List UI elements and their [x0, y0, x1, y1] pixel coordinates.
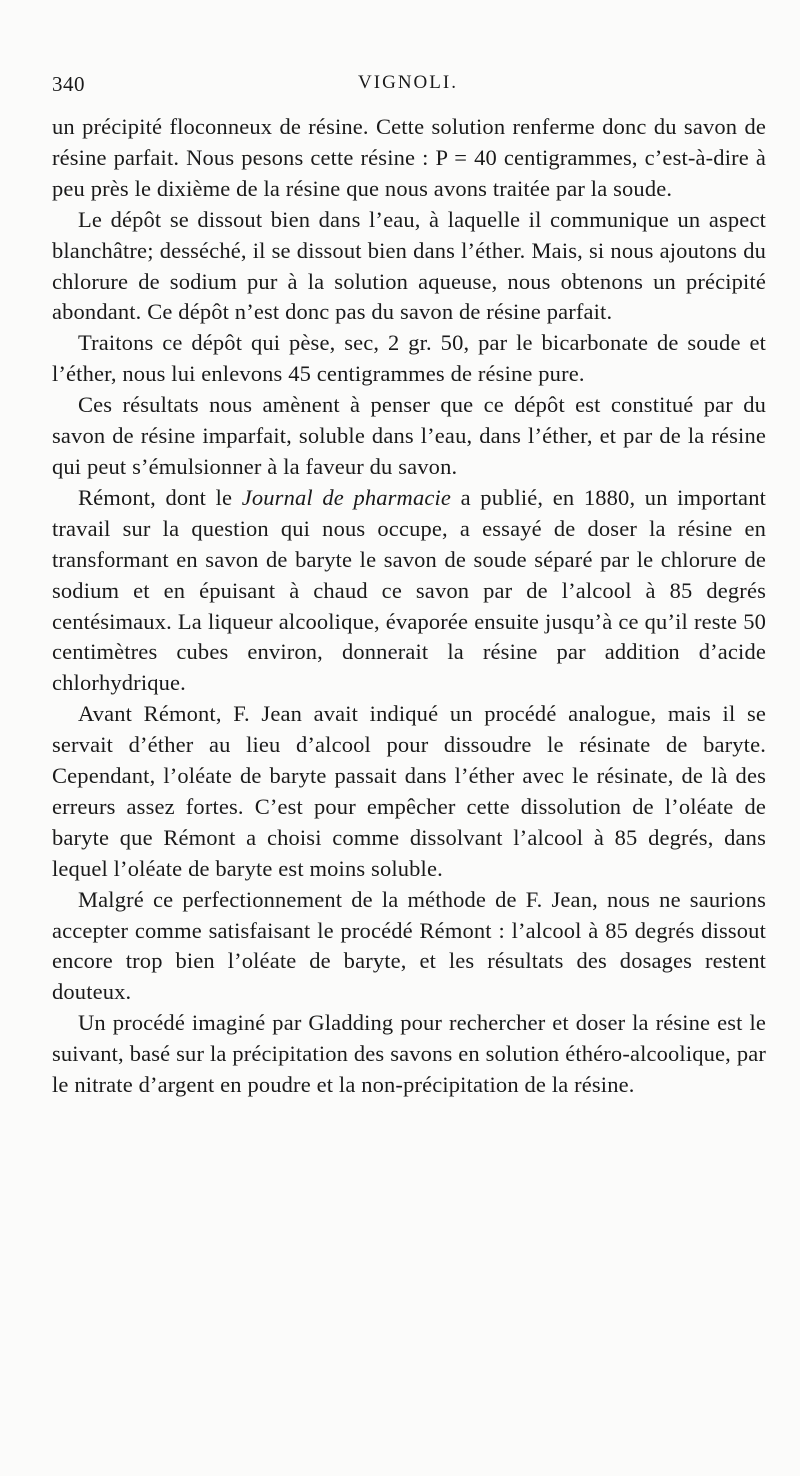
paragraph-jean-method: Avant Rémont, F. Jean avait indiqué un procédé analogue, mais il se servait d’éther au lieu d’alcool pour dissoudre le résinate de baryte. Cependant, l’oléate de baryte passait dans l’éther avec le résinate, de là des erreurs assez fortes. C’est pour empêcher cette dissolution de l’oléate de baryte que Rémont a choisi comme dissolvant l’alcool à 85 degrés, dans lequel l’oléate de baryte est moins soluble.	[52, 701, 766, 881]
journal-title: Journal de pharmacie	[241, 484, 452, 510]
page-number: 340	[52, 72, 85, 96]
body-text	[52, 112, 766, 1101]
running-title: VIGNOLI.	[358, 72, 458, 93]
paragraph-bicarbonate-treatment: Traitons ce dépôt qui pèse, sec, 2 gr. 50, par le bicarbonate de soude et l’éther, nous lui enlevons 45 centigrammes de résine pure.	[52, 330, 766, 387]
paragraph-criticism: Malgré ce perfectionnement de la méthode de F. Jean, nous ne saurions accepter comme satisfaisant le procédé Rémont : l’alcool à 85 degrés dissout encore trop bien l’oléate de baryte, et les résultats des dosages restent douteux.	[52, 886, 766, 1005]
paragraph-results: Ces résultats nous amènent à penser que ce dépôt est constitué par du savon de résine imparfait, soluble dans l’eau, dans l’éther, et par de la résine qui peut s’émulsionner à la faveur du savon.	[52, 392, 766, 479]
paragraph-gladding-method: Un procédé imaginé par Gladding pour rechercher et doser la résine est le suivant, basé sur la précipitation des savons en solution éthéro-alcoolique, par le nitrate d’argent en poudre et la non-précipitation de la résine.	[52, 1010, 766, 1098]
paragraph-continuation: un précipité floconneux de résine. Cette solution renferme donc du savon de résine parfait. Nous pesons cette résine : P = 40 centigrammes, c’est-à-dire à peu près le dixième de la résine que nous avons traitée par la soude.	[52, 114, 766, 201]
remont-text-before: Rémont, dont le	[78, 484, 242, 510]
paragraph-remont-method	[52, 483, 766, 699]
page-header	[52, 72, 764, 98]
paragraph-deposit-dissolution: Le dépôt se dissout bien dans l’eau, à laquelle il communique un aspect blanchâtre; desséché, il se dissout bien dans l’éther. Mais, si nous ajoutons du chlorure de sodium pur à la solution aqueuse, nous obtenons un précipité abondant. Ce dépôt n’est donc pas du savon de résine parfait.	[52, 206, 766, 325]
remont-text-after: a publié, en 1880, un important travail sur la question qui nous occupe, a essayé de doser la résine en transformant en savon de baryte le savon de soude séparé par le chlorure de sodium et en épuisant à chaud ce savon par de l’alcool à 85 degrés centésimaux. La liqueur alcoolique, évaporée ensuite jusqu’à ce qu’il reste 50 centimètres cubes environ, donnerait la résine par addition d’acide chlorhydrique.	[52, 484, 766, 696]
